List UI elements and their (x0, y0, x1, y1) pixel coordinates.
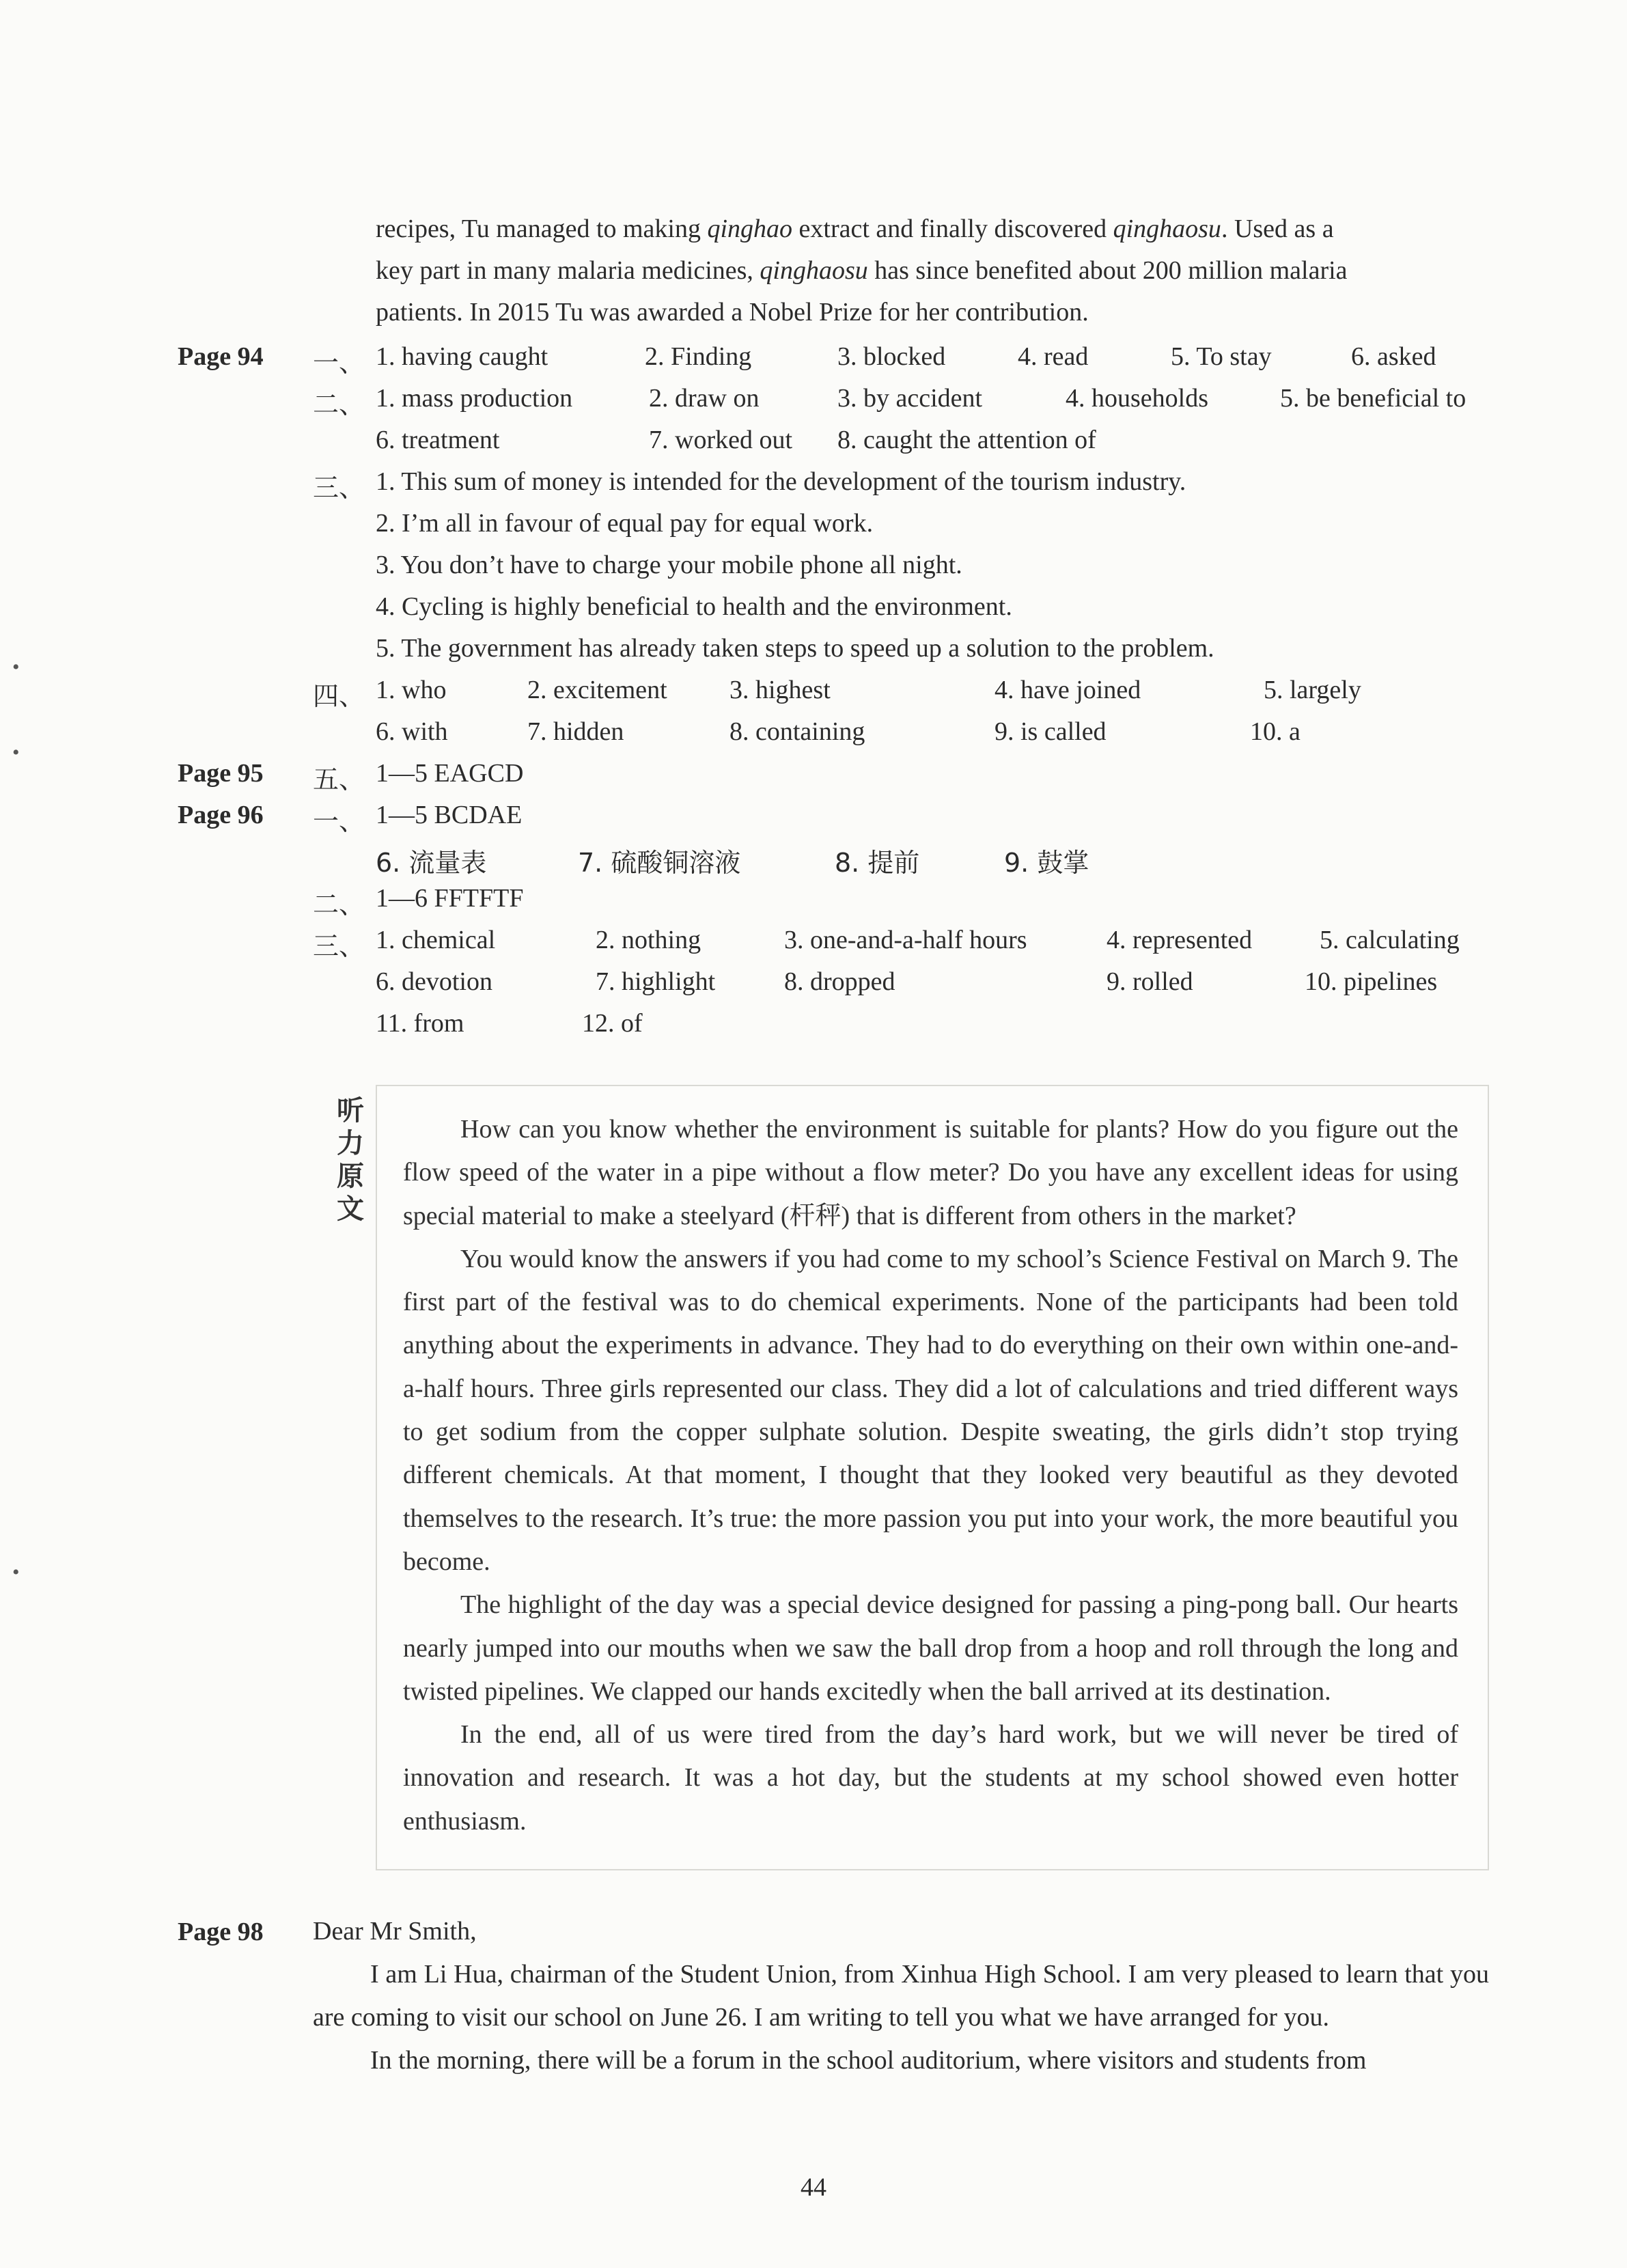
section-mark: 三、 (313, 474, 365, 503)
listening-transcript-tag (331, 1094, 370, 1226)
intro-line-3: patients. In 2015 Tu was awarded a Nobel Prize for her contribution. (376, 298, 1089, 327)
answer-sentence: 1. This sum of money is intended for the development of the tourism industry. (376, 467, 1186, 496)
section-mark: 四、 (313, 682, 365, 711)
scan-dot: • (12, 1561, 20, 1584)
answer-item: 1. who (376, 676, 447, 704)
transcript-paragraph: You would know the answers if you had come to my school’s Science Festival on March 9. The first part of the festival was to do chemical experiments. None of the participants had been told anything about the experiments in advance. They had to do everything on their own within one-and-a-half hours. Three girls represented our class. They did a lot of calculations and tried different ways to get sodium from the copper sulphate solution. Despite sweating, the girls didn’t stop trying different chemicals. At that moment, I thought that they looked very beautiful as they devoted themselves to the research. It’s true: the more passion you put into your work, the more beautiful you become. (403, 1244, 1458, 1576)
answer-item: 3. by accident (837, 384, 983, 413)
answer-item: 5. To stay (1171, 342, 1272, 371)
section-mark: 五、 (313, 766, 365, 794)
answer-item: 9. is called (995, 717, 1107, 746)
answer-item: 2. draw on (649, 384, 760, 413)
answer-item: 7. hidden (527, 717, 624, 746)
answer-item: 4. read (1018, 342, 1089, 371)
answer-item: 2. nothing (596, 926, 701, 954)
transcript-paragraph: In the end, all of us were tired from the day’s hard work, but we will never be tired of innovation and research. It was a hot day, but the students at my school showed even hotter enthusiasm. (403, 1720, 1458, 1836)
letter-paragraph: In the morning, there will be a forum in the school auditorium, where visitors and students from (370, 2046, 1367, 2075)
answer-item: 1. chemical (376, 926, 496, 954)
tag-char: 文 (337, 1193, 364, 1225)
answer-item: 1—6 FFTFTF (376, 884, 524, 913)
answer-item: 2. Finding (645, 342, 752, 371)
answer-item: 7. 硫酸铜溶液 (578, 848, 741, 878)
answer-sentence: 5. The government has already taken steps to speed up a solution to the problem. (376, 634, 1214, 663)
tag-char: 力 (337, 1128, 364, 1159)
answer-item: 1. mass production (376, 384, 573, 413)
page-96-label: Page 96 (178, 801, 264, 829)
answer-sentence: 4. Cycling is highly beneficial to health and the environment. (376, 592, 1012, 621)
listening-transcript (403, 1108, 1458, 1843)
page-98-label: Page 98 (178, 1918, 264, 1946)
letter (313, 1910, 1489, 2082)
answer-item: 5. be beneficial to (1280, 384, 1466, 413)
transcript-paragraph: How can you know whether the environment is suitable for plants? How do you figure out the flow speed of the water in a pipe without a flow meter? Do you have any excellent ideas for using special material to make a steelyard (杆秤) that is different from others in the market? (403, 1115, 1458, 1230)
intro-line-1: recipes, Tu managed to making qinghao extract and finally discovered qinghaosu. Used as a (376, 215, 1334, 243)
section-mark: 二、 (313, 391, 365, 419)
answer-item: 10. pipelines (1305, 967, 1438, 996)
section-mark: 二、 (313, 891, 365, 919)
answer-item: 9. rolled (1107, 967, 1193, 996)
answer-item: 1. having caught (376, 342, 548, 371)
answer-item: 3. one-and-a-half hours (784, 926, 1027, 954)
section-mark: 一、 (313, 807, 365, 836)
intro-line-2: key part in many malaria medicines, qinghaosu has since benefited about 200 million malaria (376, 256, 1348, 285)
answer-item: 3. highest (729, 676, 831, 704)
answer-item: 8. 提前 (835, 848, 920, 878)
answer-item: 1—5 EAGCD (376, 759, 524, 788)
answer-item: 5. largely (1264, 676, 1361, 704)
answer-item: 10. a (1250, 717, 1301, 746)
transcript-paragraph: The highlight of the day was a special device designed for passing a ping-pong ball. Our hearts nearly jumped into our mouths when we saw the ball drop from a hoop and roll through the long and twisted pipelines. We clapped our hands excitedly when the ball arrived at its destination. (403, 1590, 1458, 1706)
answer-item: 6. devotion (376, 967, 492, 996)
answer-sentence: 2. I’m all in favour of equal pay for equal work. (376, 509, 874, 538)
scan-dot: • (12, 741, 20, 764)
tag-char: 原 (337, 1161, 364, 1192)
answer-item: 3. blocked (837, 342, 946, 371)
page-number: 44 (801, 2173, 826, 2202)
answer-item: 8. dropped (784, 967, 895, 996)
scan-dot: • (12, 656, 20, 678)
answer-sentence: 3. You don’t have to charge your mobile phone all night. (376, 551, 962, 579)
section-mark: 一、 (313, 349, 365, 378)
page-95-label: Page 95 (178, 759, 264, 788)
answer-item: 6. treatment (376, 426, 500, 454)
answer-item: 6. with (376, 717, 448, 746)
answer-item: 8. caught the attention of (837, 426, 1096, 454)
answer-item: 5. calculating (1320, 926, 1460, 954)
answer-item: 6. 流量表 (376, 848, 487, 878)
answer-item: 2. excitement (527, 676, 667, 704)
answer-item: 4. represented (1107, 926, 1253, 954)
answer-item: 1—5 BCDAE (376, 801, 523, 829)
answer-item: 8. containing (729, 717, 865, 746)
answer-item: 9. 鼓掌 (1004, 848, 1089, 878)
answer-item: 11. from (376, 1009, 464, 1038)
letter-greeting: Dear Mr Smith, (313, 1917, 477, 1946)
letter-paragraph: I am Li Hua, chairman of the Student Union, from Xinhua High School. I am very pleased to learn that you are coming to visit our school on June 26. I am writing to tell you what we have arranged for you. (313, 1960, 1489, 2032)
answer-item: 4. households (1066, 384, 1208, 413)
intro-paragraph (376, 208, 1489, 333)
section-mark: 三、 (313, 932, 365, 961)
answer-item: 7. highlight (596, 967, 716, 996)
tag-char: 听 (337, 1095, 364, 1126)
answer-item: 7. worked out (649, 426, 793, 454)
answer-item: 6. asked (1351, 342, 1436, 371)
answer-item: 12. of (582, 1009, 643, 1038)
answer-item: 4. have joined (995, 676, 1141, 704)
page-94-label: Page 94 (178, 342, 264, 371)
